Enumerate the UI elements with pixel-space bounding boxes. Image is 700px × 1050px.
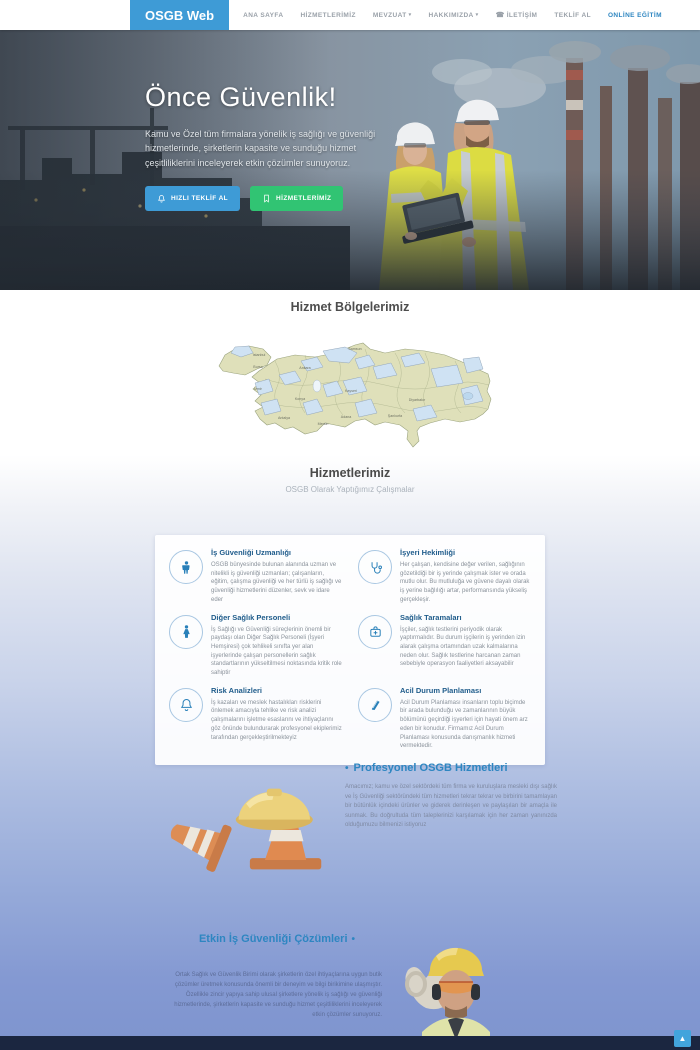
service-title: Acil Durum Planlaması [400, 685, 482, 695]
services-panel [155, 535, 545, 765]
book-icon [358, 688, 392, 722]
effective-text: Ortak Sağlık ve Güvenlik Birimi olarak şirketlerin özel ihtiyaçlarına uygun butik çözümler üretmek konusunda önemli bir deneyim ve bilgi birikimine ulaşmıştır. Özellikle zincir yapıya sahip ulusal şirketlere yönelik iş sağlığı ve güvenliği hizmetlerinde, şirketlerin kapasite ve sunduğu hizmet çeşitliliklerini inceleyerek etkin çözümler sunuyoruz. [174, 972, 382, 1018]
navbar [0, 0, 700, 30]
service-text: Acil Durum Planlaması insanların toplu biçimde bir arada bulunduğu ve zamanlarının büyük bölümünü geçirdiği işyerleri için hayati önem arz eden bir konudur. Firmamız Acil Durum Planlaması konusunda danışmanlık hizmeti vermektedir. [400, 699, 528, 750]
bookmark-icon [262, 194, 271, 203]
professional-title-text: Profesyonel OSGB Hizmetleri [353, 762, 508, 774]
chevron-up-icon: ▲ [678, 1033, 687, 1043]
nav-label: TEKLİF AL [554, 11, 591, 19]
map-label: İzmir [254, 387, 262, 391]
map-label: Adana [340, 415, 352, 419]
nav-label: MEVZUAT [372, 11, 407, 19]
map-label: Konya [294, 397, 306, 401]
service-title: Sağlık Taramaları [400, 612, 462, 622]
hero-section [0, 30, 700, 290]
service-title: İş Güvenliği Uzmanlığı [211, 548, 292, 557]
scroll-to-top-button[interactable] [674, 1030, 691, 1047]
service-regions-section [0, 290, 700, 455]
map-label: İstanbul [252, 353, 266, 357]
service-text: İşçiler, sağlık testlerini periyodik olarak yaptırmalıdır. Bu durum işçilerin iş yerinden izin alarak çalışma ortamından uzak kalmalarına neden olur. Sağlık testlerine harcanan zaman sebebiyle operasyon faaliyetleri aksayabilir [400, 626, 526, 668]
professional-text: Amacımız; kamu ve özel sektördeki tüm firma ve kuruluşlara mesleki dışı sağlık ve İş Güvenliği sektöründeki tüm hizmetleri tekrar tekrar ve birbirini tamamlayan bir bütünlük içindeki ürünler ve giderek derinleşen ve paylaşılan bir amaçla ile sunmak. Bu doğrultuda tüm taleplerinizi karşılamak için her zaman yanınızda olduğumuzu bilmenizi istiyoruz [345, 784, 557, 829]
effective-title [172, 933, 382, 945]
button-label: HIZLI TEKLİF AL [171, 195, 229, 203]
service-title: İşyeri Hekimliği [400, 548, 456, 557]
service-text: OSGB bünyesinde bulunan alanında uzman ve nitelikli iş güvenliği uzmanları; çalışanların, eğitim, çalışma güvenliği ve her türlü iş sağlığı ve güvenliği hizmetlerini düzenler, sevk ve idare eder [211, 562, 342, 603]
service-title: Diğer Sağlık Personeli [211, 612, 291, 622]
services-button[interactable] [250, 186, 343, 211]
quick-quote-button[interactable] [145, 186, 240, 211]
map-label: Bursa [253, 365, 263, 369]
nav-label: HİZMETLERİMİZ [300, 11, 356, 19]
service-title: Risk Analizleri [211, 685, 262, 695]
turkey-map [205, 319, 495, 454]
hardhat-cones-illustration [162, 768, 334, 876]
nav-label: HAKKIMIZDA [428, 11, 474, 19]
person-icon [169, 550, 203, 584]
phone-icon: ☎ [495, 11, 505, 19]
service-card-saglik-taramalari [358, 613, 531, 679]
bullet-icon: • [345, 762, 349, 774]
service-text: İş Sağlığı ve Güvenliği süreçlerinin önemli bir paydaşı olan Diğer Sağlık Personeli (İşyeri Hemşiresi) çok tehlikeli sınıfta yer alan işyerlerinde çalışan personellerin sağlık standartlarının yükseltilmesi noktasında kritik role sahiptir [211, 626, 342, 676]
nav-item-teklif-al[interactable] [554, 12, 591, 19]
map-label: Samsun [348, 347, 362, 351]
services-subtitle: OSGB Olarak Yaptığımız Çalışmalar [285, 485, 415, 494]
nav-menu [243, 12, 662, 19]
nav-label: ONLİNE EĞİTİM [607, 11, 662, 19]
map-label: Diyarbakır [408, 398, 426, 402]
chevron-down-icon: ▾ [475, 12, 479, 18]
service-card-acil-durum [358, 686, 531, 752]
map-label: Kayseri [345, 389, 357, 393]
service-card-risk-analizleri [169, 686, 342, 752]
nav-item-iletisim[interactable] [496, 12, 538, 19]
map-label: Antalya [278, 416, 290, 420]
hard-hat [236, 789, 313, 830]
professional-title [345, 762, 557, 774]
hero-description: Kamu ve Özel tüm firmalara yönelik iş sağlığı ve güvenliği hizmetlerinde, şirketlerin kapasite ve sunduğu hizmet çeşitliliklerini inceleyerek etkin çözümler sunuyoruz. [145, 129, 376, 168]
nav-label: ANA SAYFA [243, 11, 284, 19]
brand-logo[interactable]: OSGB Web [130, 0, 229, 30]
service-card-isyeri-hekimligi [358, 548, 531, 606]
chevron-down-icon: ▾ [408, 12, 412, 18]
lying-cone [163, 807, 233, 873]
lake-van [463, 393, 473, 400]
professional-section [345, 762, 557, 831]
footer-strip [0, 1033, 700, 1050]
map-label: Ankara [299, 366, 311, 370]
services-title: Hizmetlerimiz [309, 466, 391, 480]
nurse-icon [169, 615, 203, 649]
service-text: Her çalışan, kendisine değer verilen, sağlığının gözetildiği bir iş yerinde çalışmak ister ve orada mutlu olur. Bu mutluluğa ve güvene dayalı olarak iş yerine bağlılığı artar, performansında yükseliş gerçekleşir. [400, 562, 530, 603]
hero-title: Önce Güvenlik! [145, 82, 337, 112]
effective-section [172, 933, 382, 1020]
medical-bag-icon [358, 615, 392, 649]
stethoscope-icon [358, 550, 392, 584]
regions-title: Hizmet Bölgelerimiz [290, 300, 410, 314]
service-card-diger-saglik [169, 613, 342, 679]
bullet-icon: • [351, 934, 356, 945]
worker-head [422, 948, 490, 1040]
nav-label: İLETİŞİM [506, 11, 538, 19]
nav-item-mevzuat[interactable] [373, 12, 412, 19]
nav-item-ana-sayfa[interactable] [243, 12, 283, 19]
worker-ok-photo [392, 940, 506, 1040]
button-label: HİZMETLERİMİZ [276, 195, 332, 203]
map-label: Mersin [317, 422, 329, 426]
nav-item-hizmetlerimiz[interactable] [300, 12, 355, 19]
nav-item-online-egitim[interactable] [608, 12, 662, 19]
service-card-is-guvenligi [169, 548, 342, 606]
map-label: Şanlıurfa [387, 414, 403, 418]
service-text: İş kazaları ve meslek hastalıkları risklerini önlemek amacıyla tehlike ve risk analizi çalışmalarını işletme esaslarını ve ihtiyaçlarını göz önünde bulundurarak profesyonel ekiplerimiz tarafından gerçekleştirilmekteyiz [211, 699, 342, 741]
lake-tuz [313, 380, 321, 392]
effective-title-text: Etkin İş Güvenliği Çözümleri [198, 933, 348, 945]
hero-copy [145, 82, 395, 211]
bell-icon [169, 688, 203, 722]
nav-item-hakkimizda[interactable] [428, 12, 478, 19]
bell-icon [157, 194, 166, 203]
